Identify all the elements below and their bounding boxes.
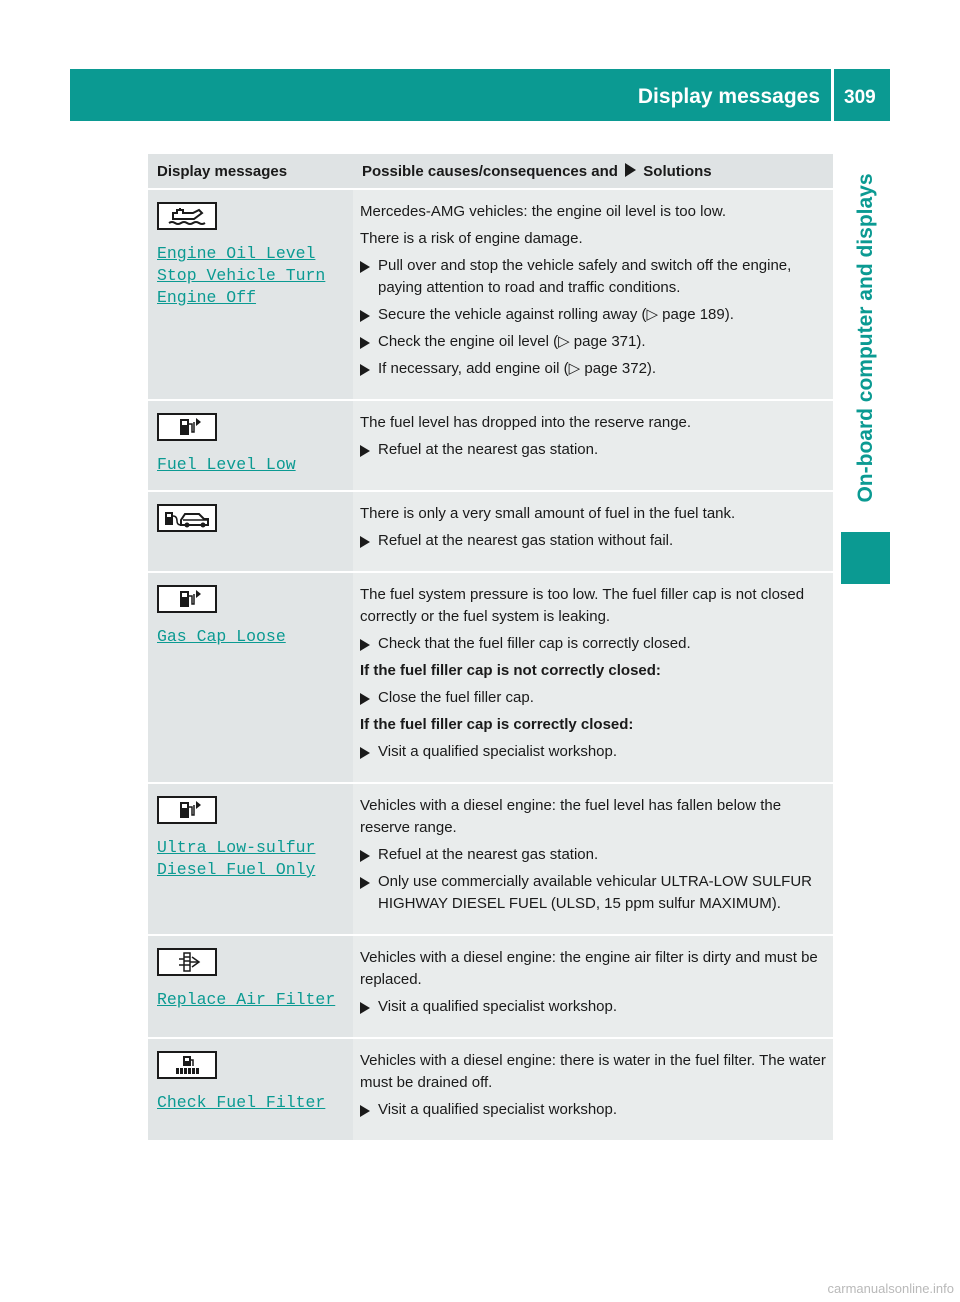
solution-step [360,633,826,655]
solution-step-text: Close the fuel filler cap. [378,689,534,706]
solution-step [360,1099,826,1121]
page-section-title: Display messages [637,85,820,108]
solution-step-text: Refuel at the nearest gas station without fail. [378,532,674,549]
causes-solutions-cell [353,1038,833,1140]
fuel-car-icon [157,504,217,532]
table-row [148,935,833,1038]
step-arrow-icon [360,639,370,651]
solution-step-text: If necessary, add engine oil (▷ page 372). [378,360,657,377]
solution-step-text: Refuel at the nearest gas station. [378,441,599,458]
causes-solutions-cell [353,935,833,1038]
solution-step [360,530,826,552]
fuel-pump-icon [157,413,217,441]
causes-solutions-cell [353,783,833,935]
table-header-row [148,154,833,189]
solution-step [360,358,826,380]
solution-step-text: Visit a qualified specialist workshop. [378,743,618,760]
solution-step [360,255,826,299]
page-number: 309 [844,87,876,108]
condition-heading: If the fuel filler cap is correctly closed: [360,716,634,733]
solution-step [360,741,826,763]
column-header-solutions-label: Solutions [643,163,712,180]
cause-text: There is only a very small amount of fuel in the fuel tank. [360,505,736,522]
cause-text: Mercedes-AMG vehicles: the engine oil level is too low. [360,203,727,220]
step-arrow-icon [360,850,370,862]
solution-arrow-icon [625,163,636,177]
display-message-text [157,1092,344,1114]
solution-step [360,331,826,353]
table-row [148,1038,833,1140]
solution-step-text: Visit a qualified specialist workshop. [378,998,618,1015]
fuel-filter-icon [157,1051,217,1079]
display-message-cell [148,400,353,491]
table-row [148,491,833,572]
cause-text: The fuel system pressure is too low. The fuel filler cap is not closed correctly or the fuel system is leaking. [360,586,805,625]
fuel-pump-icon [157,585,217,613]
cause-text: Vehicles with a diesel engine: the fuel level has fallen below the reserve range. [360,797,782,836]
fuel-pump-icon [157,796,217,824]
solution-step-text: Secure the vehicle against rolling away (▷ page 189). [378,306,734,323]
causes-solutions-cell [353,572,833,783]
display-message-line: Replace Air Filter [157,990,336,1009]
solution-step-text: Check the engine oil level (▷ page 371). [378,333,646,350]
display-message-line: Fuel Level Low [157,455,296,474]
step-arrow-icon [360,877,370,889]
display-message-cell [148,189,353,400]
display-message-text [157,454,344,476]
display-message-cell [148,783,353,935]
table-body [148,189,833,1140]
step-arrow-icon [360,1105,370,1117]
display-message-cell [148,572,353,783]
display-message-cell [148,935,353,1038]
column-header-solutions [353,154,833,189]
step-arrow-icon [360,747,370,759]
engine-oil-icon [157,202,217,230]
display-message-text [157,837,344,881]
solution-step [360,304,826,326]
cause-text: Vehicles with a diesel engine: there is water in the fuel filter. The water must be drained off. [360,1052,826,1091]
solution-step [360,871,826,915]
table-row [148,572,833,783]
chapter-side-tab [840,138,892,538]
cause-text: There is a risk of engine damage. [360,230,583,247]
step-arrow-icon [360,337,370,349]
display-message-line: Check Fuel Filter [157,1093,326,1112]
column-header-display-messages: Display messages [148,154,353,189]
chapter-title: On-board computer and displays [854,173,877,503]
table-row [148,400,833,491]
display-message-line: Engine Oil Level [157,244,316,263]
solution-step [360,996,826,1018]
display-message-line: Gas Cap Loose [157,627,286,646]
display-message-text [157,243,344,309]
table-row [148,783,833,935]
display-message-text [157,989,344,1011]
air-filter-icon [157,948,217,976]
display-messages-table [148,154,833,1140]
cause-text: The fuel level has dropped into the reserve range. [360,414,692,431]
causes-solutions-cell [353,400,833,491]
display-message-line: Engine Off [157,288,257,307]
header-divider [831,69,834,121]
step-arrow-icon [360,261,370,273]
table-row [148,189,833,400]
step-arrow-icon [360,536,370,548]
step-arrow-icon [360,310,370,322]
solution-step [360,844,826,866]
condition-heading: If the fuel filler cap is not correctly closed: [360,662,661,679]
display-message-line: Diesel Fuel Only [157,860,316,879]
causes-solutions-cell [353,491,833,572]
display-message-cell [148,491,353,572]
solution-step-text: Check that the fuel filler cap is correctly closed. [378,635,691,652]
step-arrow-icon [360,445,370,457]
display-message-cell [148,1038,353,1140]
column-header-causes: Possible causes/consequences and [362,163,618,180]
chapter-marker-block [841,532,890,584]
display-message-text [157,626,344,648]
step-arrow-icon [360,364,370,376]
step-arrow-icon [360,693,370,705]
solution-step-text: Visit a qualified specialist workshop. [378,1101,618,1118]
footer-watermark: carmanualsonline.info [827,1281,954,1296]
page-header-bar [70,69,890,121]
step-arrow-icon [360,1002,370,1014]
causes-solutions-cell [353,189,833,400]
solution-step [360,439,826,461]
solution-step-text: Pull over and stop the vehicle safely and switch off the engine, paying attention to road and traffic conditions. [378,257,792,296]
solution-step-text: Only use commercially available vehicular ULTRA-LOW SULFUR HIGHWAY DIESEL FUEL (ULSD, 15 ppm sulfur MAXIMUM). [378,873,813,912]
display-message-line: Stop Vehicle Turn [157,266,326,285]
display-message-line: Ultra Low-sulfur [157,838,316,857]
solution-step-text: Refuel at the nearest gas station. [378,846,599,863]
solution-step [360,687,826,709]
cause-text: Vehicles with a diesel engine: the engine air filter is dirty and must be replaced. [360,949,818,988]
